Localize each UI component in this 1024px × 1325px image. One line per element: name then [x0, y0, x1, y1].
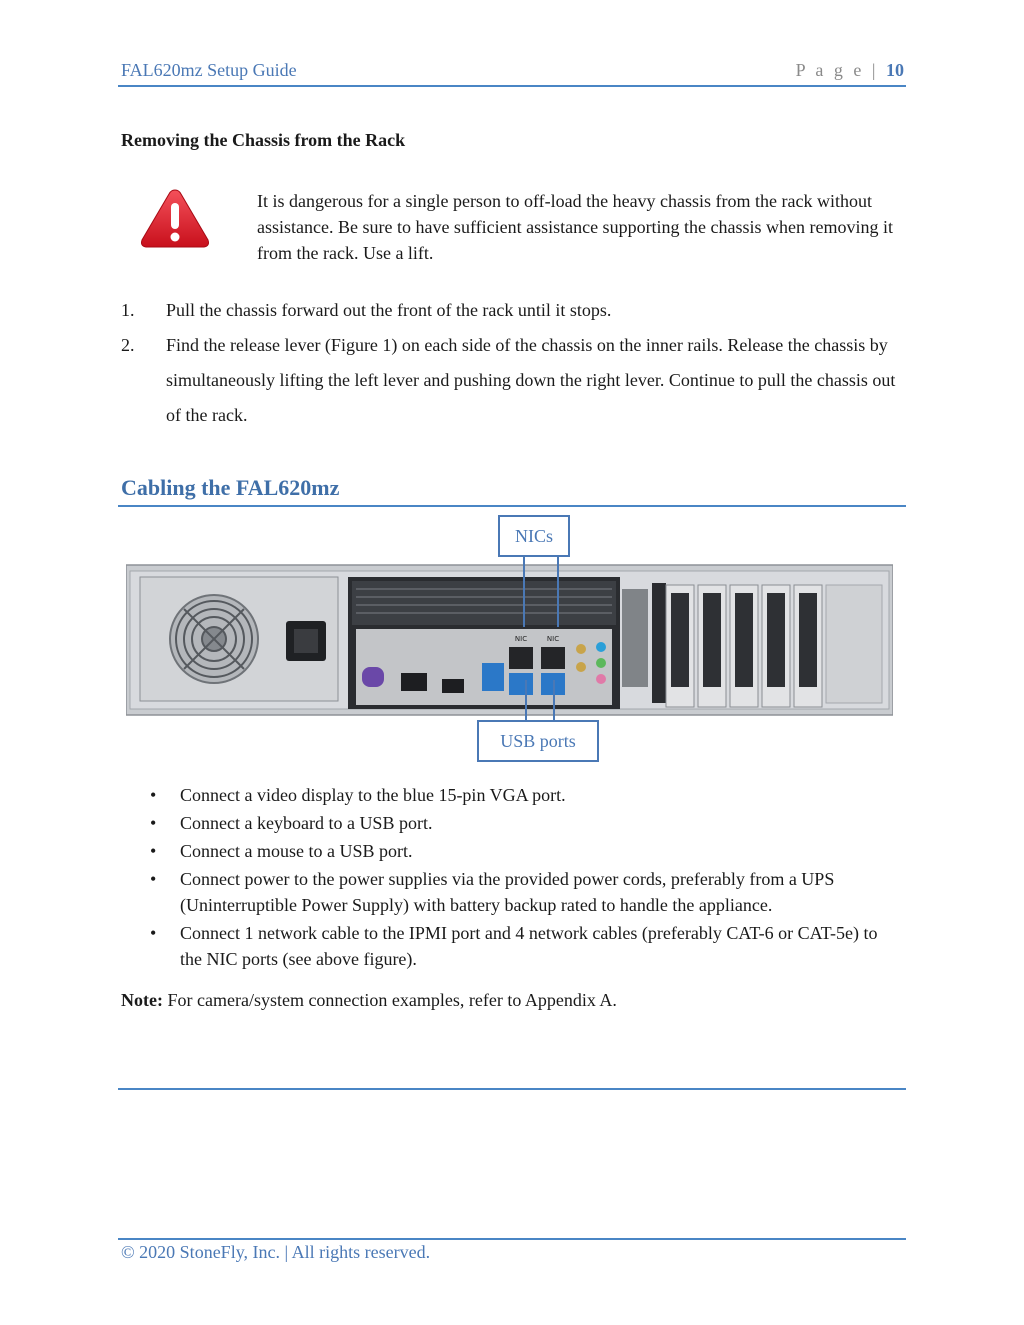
step-number: 1. [121, 300, 135, 320]
list-item [121, 293, 901, 328]
bullet-icon: • [150, 869, 157, 889]
list-item [148, 920, 898, 972]
callout-nics: NICs [498, 515, 570, 557]
footer-rule [118, 1238, 906, 1240]
section-rule [118, 505, 906, 507]
steps-list [121, 293, 901, 433]
bullet-text: Connect 1 network cable to the IPMI port and 4 network cables (preferably CAT-6 or CAT-5e) to the NIC ports (see above figure). [180, 923, 878, 969]
warning-text: It is dangerous for a single person to off-load the heavy chassis from the rack without assistance. Be sure to have sufficient assistance supporting the chassis when removing it from the rack. Use a lift. [257, 191, 894, 263]
bullet-icon: • [150, 923, 157, 943]
list-item [148, 866, 898, 918]
list-item [148, 782, 898, 808]
note-text: For camera/system connection examples, refer to Appendix A. [162, 990, 617, 1010]
callout-line [553, 680, 555, 722]
callout-usb-ports: USB ports [477, 720, 599, 762]
bullet-icon: • [150, 813, 157, 833]
bullet-text: Connect a mouse to a USB port. [180, 841, 413, 861]
list-item [121, 328, 901, 433]
bullet-text: Connect a keyboard to a USB port. [180, 813, 433, 833]
header-rule [118, 85, 906, 87]
callout-line [525, 680, 527, 722]
step-text: Pull the chassis forward out the front of the rack until it stops. [166, 300, 612, 320]
step-number: 2. [121, 335, 135, 355]
nic-port-label: NIC [546, 635, 560, 643]
page-number [796, 60, 904, 81]
page-number-value: 10 [886, 60, 904, 80]
bullet-icon: • [150, 841, 157, 861]
chassis-rear-image [126, 563, 893, 717]
page-separator: | [871, 60, 879, 80]
cabling-bullets [148, 782, 898, 974]
header-title: FAL620mz Setup Guide [121, 60, 297, 80]
note [121, 990, 617, 1011]
bullet-text: Connect a video display to the blue 15-pin VGA port. [180, 785, 566, 805]
bullet-icon: • [150, 785, 157, 805]
section-heading-cabling: Cabling the FAL620mz [121, 475, 340, 500]
section-heading-remove: Removing the Chassis from the Rack [121, 130, 406, 150]
callout-line [557, 557, 559, 627]
list-item [148, 838, 898, 864]
nic-port-label: NIC [514, 635, 528, 643]
callout-line [523, 557, 525, 627]
content-end-rule [118, 1088, 906, 1090]
step-text: Find the release lever (Figure 1) on each side of the chassis on the inner rails. Release the chassis by simultaneously lifting the left lever and pushing down the right lever. Continue to pull the chassis out of the rack. [166, 335, 896, 425]
note-label: Note: [121, 990, 163, 1010]
warning-triangle-icon [138, 186, 212, 250]
list-item [148, 810, 898, 836]
page-label: P a g e [795, 60, 865, 80]
footer-copyright: © 2020 StoneFly, Inc. | All rights reserved. [121, 1242, 431, 1262]
bullet-text: Connect power to the power supplies via the provided power cords, preferably from a UPS (Uninterruptible Power Supply) with battery backup rated to handle the appliance. [180, 869, 835, 915]
